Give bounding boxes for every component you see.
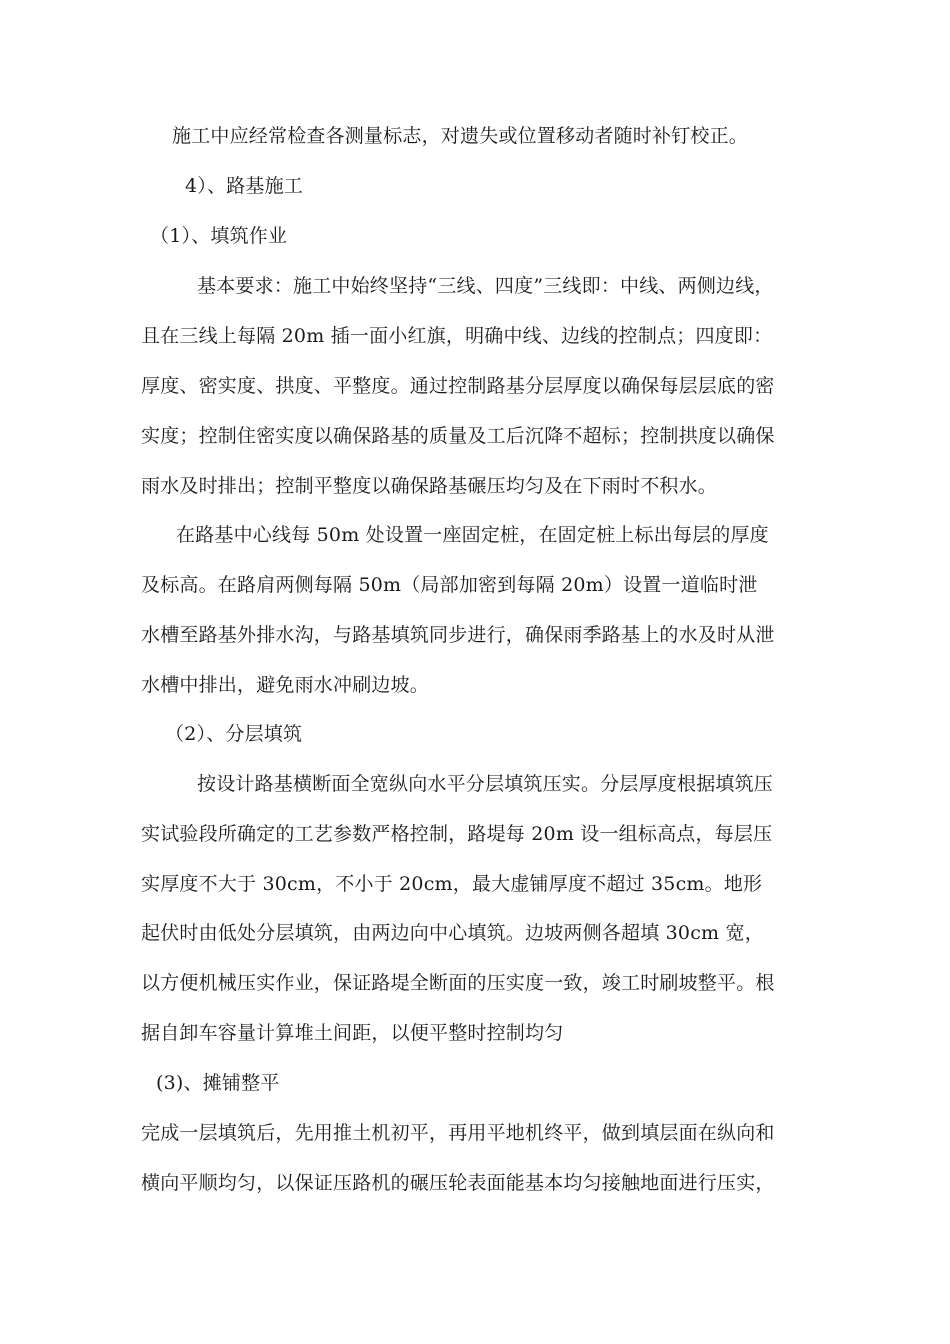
paragraph-line: 基本要求：施工中始终坚持“三线、四度”三线即：中线、两侧边线， (197, 275, 774, 297)
paragraph-line: 实度；控制住密实度以确保路基的质量及工后沉降不超标；控制拱度以确保 (141, 425, 775, 447)
subsection-heading: (3)、摊铺整平 (156, 1072, 280, 1094)
paragraph-line: 厚度、密实度、拱度、平整度。通过控制路基分层厚度以确保每层层底的密 (141, 375, 775, 397)
paragraph-line: 在路基中心线每 50m 处设置一座固定桩，在固定桩上标出每层的厚度 (176, 524, 769, 546)
subsection-heading: （1）、填筑作业 (150, 225, 288, 247)
paragraph-line: 实厚度不大于 30cm，不小于 20cm，最大虚铺厚度不超过 35cm。地形 (141, 873, 763, 895)
subsection-heading: （2）、分层填筑 (165, 723, 303, 745)
paragraph-line: 施工中应经常检查各测量标志，对遗失或位置移动者随时补钉校正。 (172, 125, 749, 147)
paragraph-line: 及标高。在路肩两侧每隔 50m（局部加密到每隔 20m）设置一道临时泄 (141, 574, 758, 596)
paragraph-line: 水槽中排出，避免雨水冲刷边坡。 (141, 674, 430, 696)
paragraph-line: 水槽至路基外排水沟，与路基填筑同步进行，确保雨季路基上的水及时从泄 (141, 624, 775, 646)
section-heading: 4）、路基施工 (185, 175, 303, 197)
paragraph-line: 横向平顺均匀，以保证压路机的碾压轮表面能基本均匀接触地面进行压实， (141, 1172, 775, 1194)
paragraph-line: 按设计路基横断面全宽纵向水平分层填筑压实。分层厚度根据填筑压 (197, 773, 774, 795)
paragraph-line: 且在三线上每隔 20m 插一面小红旗，明确中线、边线的控制点；四度即： (141, 325, 773, 347)
paragraph-line: 以方便机械压实作业，保证路堤全断面的压实度一致，竣工时刷坡整平。根 (141, 972, 775, 994)
paragraph-line: 起伏时由低处分层填筑，由两边向中心填筑。边坡两侧各超填 30cm 宽， (141, 922, 764, 944)
paragraph-line: 实试验段所确定的工艺参数严格控制，路堤每 20m 设一组标高点，每层压 (141, 823, 773, 845)
paragraph-line: 完成一层填筑后，先用推土机初平，再用平地机终平，做到填层面在纵向和 (141, 1122, 775, 1144)
paragraph-line: 据自卸车容量计算堆土间距，以便平整时控制均匀 (141, 1022, 564, 1044)
paragraph-line: 雨水及时排出；控制平整度以确保路基碾压均匀及在下雨时不积水。 (141, 475, 718, 497)
